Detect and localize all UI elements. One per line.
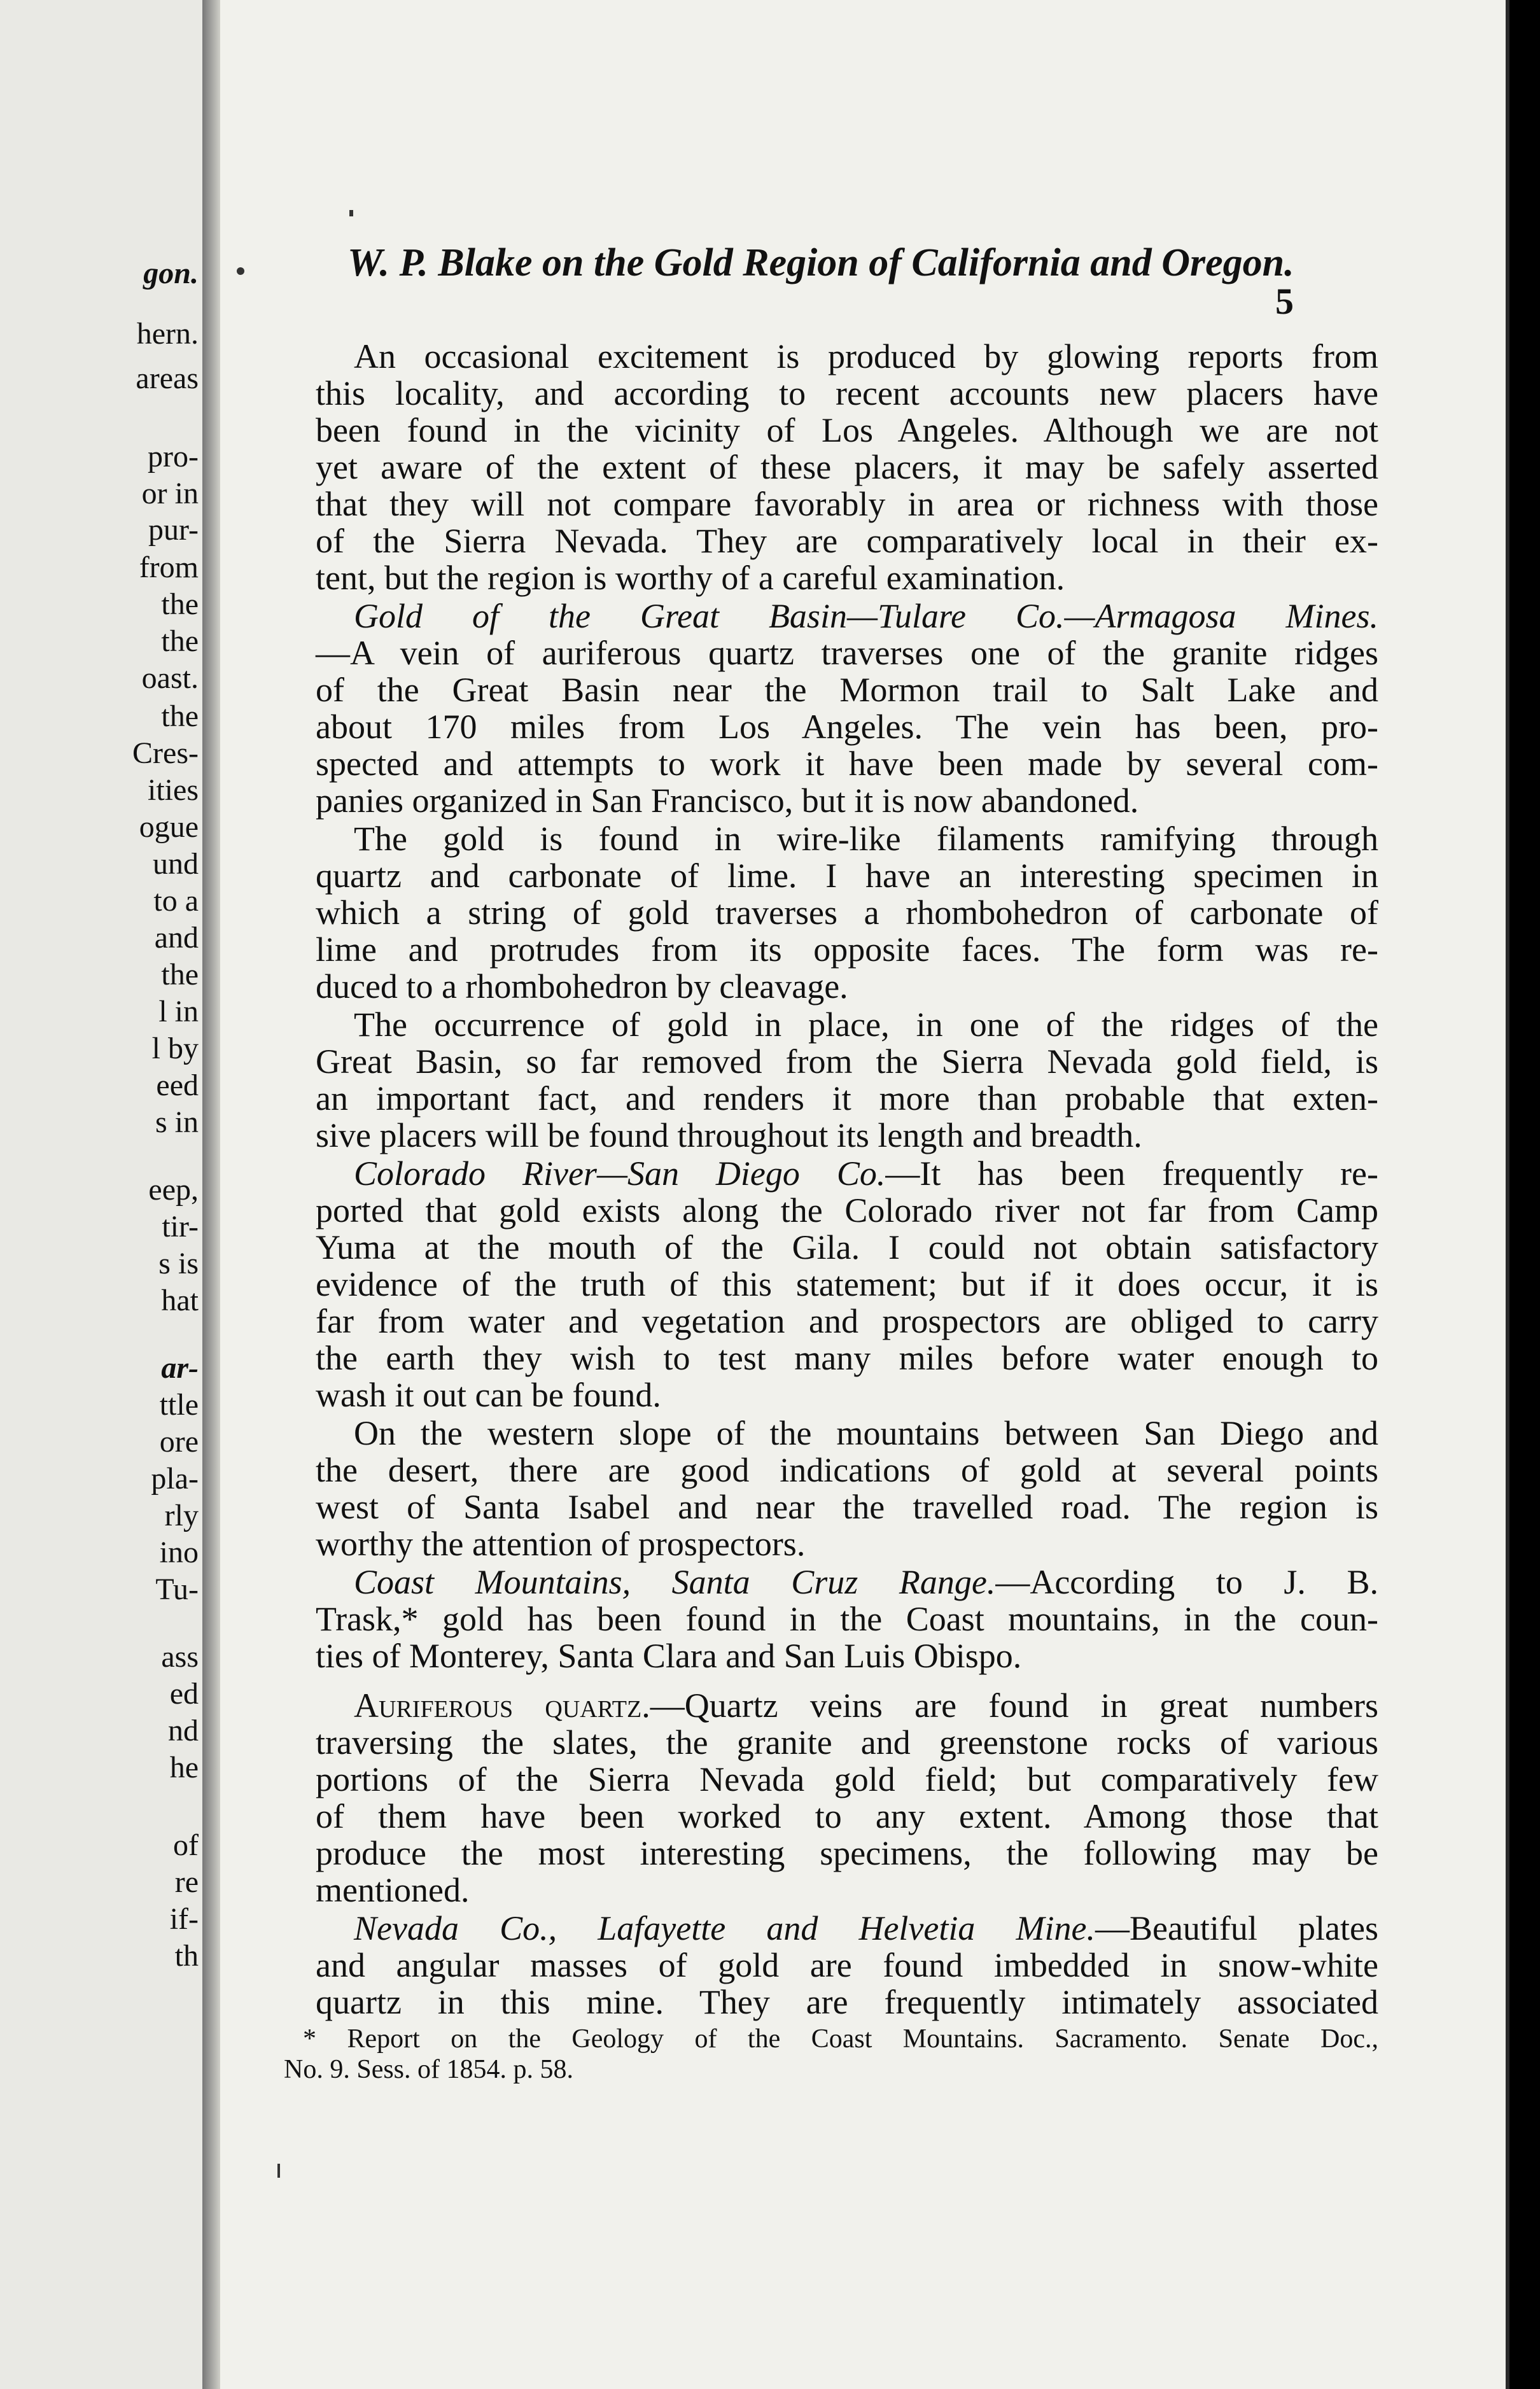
left-page-text-fragment: ar-	[161, 1351, 199, 1385]
left-page-text-fragment: and	[154, 921, 199, 955]
text-line	[316, 1339, 1378, 1377]
text-line	[316, 1637, 1378, 1675]
text-span: ties of Monterey, Santa Clara and San Luis Obispo.	[316, 1637, 1022, 1675]
text-line	[316, 708, 1378, 746]
text-line	[354, 1005, 1378, 1044]
text-span: Trask,* gold has been found in the Coast mountains, in the coun-	[316, 1600, 1378, 1638]
text-span: On the western slope of the mountains between San Diego and	[354, 1414, 1378, 1452]
text-line	[316, 1834, 1378, 1872]
text-line	[354, 1414, 1378, 1452]
text-span: tent, but the region is worthy of a careful examination.	[316, 559, 1065, 597]
footnote-line: No. 9. Sess. of 1854. p. 58.	[284, 2055, 574, 2084]
left-page-text-fragment: eed	[156, 1068, 199, 1102]
text-span: traversing the slates, the granite and greenstone rocks of various	[316, 1723, 1378, 1762]
text-line	[316, 634, 1378, 672]
text-line	[316, 1946, 1378, 1984]
text-span: worthy the attention of prospectors.	[316, 1525, 806, 1563]
text-line	[316, 1723, 1378, 1762]
text-span: lime and protrudes from its opposite faces. The form was re-	[316, 930, 1378, 969]
text-span: quartz and carbonate of lime. I have an interesting specimen in	[316, 857, 1378, 895]
left-page-text-fragment: pur-	[148, 513, 199, 547]
text-span: quartz in this mine. They are frequently intimately associated	[316, 1983, 1378, 2021]
text-line	[316, 1302, 1378, 1340]
left-page-text-fragment: ino	[159, 1536, 199, 1569]
text-line	[316, 671, 1378, 709]
text-span: The gold is found in wire-like filaments ramifying through	[354, 820, 1378, 858]
text-line	[354, 1154, 1378, 1193]
section-heading-smallcaps: Auriferous quartz.	[354, 1686, 650, 1725]
text-line	[316, 1228, 1378, 1266]
left-page-text-fragment: ed	[169, 1677, 199, 1711]
page-edge	[1506, 0, 1509, 2389]
text-line	[316, 448, 1378, 486]
text-line	[316, 857, 1378, 895]
text-line	[316, 1079, 1378, 1117]
left-page-text-fragment: nd	[168, 1714, 199, 1748]
text-span: the earth they wish to test many miles before water enough to	[316, 1339, 1378, 1377]
left-page-text-fragment: pla-	[151, 1462, 199, 1496]
text-line	[316, 374, 1378, 412]
left-page-text-fragment: ass	[161, 1640, 199, 1674]
left-page-text-fragment: pro-	[148, 440, 199, 473]
text-line	[316, 559, 1378, 597]
left-page-text-fragment: Cres-	[132, 736, 199, 770]
left-page-text-fragment: ogue	[139, 810, 199, 844]
text-span: of them have been worked to any extent. Among those that	[316, 1797, 1378, 1835]
text-span: duced to a rhombohedron by cleavage.	[316, 967, 848, 1005]
text-span: yet aware of the extent of these placers, it may be safely asserted	[316, 448, 1378, 486]
text-line	[354, 337, 1378, 375]
text-line	[316, 1983, 1378, 2021]
left-page-text-fragment: the	[161, 699, 199, 733]
left-page-text-fragment: hat	[161, 1284, 199, 1317]
text-line	[316, 485, 1378, 523]
text-line	[316, 1760, 1378, 1798]
left-page-text-fragment: he	[169, 1751, 199, 1784]
text-span: that they will not compare favorably in area or richness with those	[316, 485, 1378, 523]
text-line	[316, 1871, 1378, 1909]
left-page-text-fragment: l in	[158, 995, 199, 1028]
text-line	[316, 893, 1378, 932]
text-span: panies organized in San Francisco, but it is now abandoned.	[316, 781, 1139, 820]
text-span: The occurrence of gold in place, in one of the ridges of the	[354, 1005, 1378, 1044]
running-title: W. P. Blake on the Gold Region of California and Oregon.	[347, 241, 1294, 284]
left-page-text-fragment: eep,	[148, 1173, 199, 1207]
text-line	[316, 1600, 1378, 1638]
text-line	[316, 411, 1378, 449]
left-page-text-fragment: s is	[158, 1247, 199, 1280]
text-span: this locality, and according to recent accounts new placers have	[316, 374, 1378, 412]
text-line	[316, 522, 1378, 560]
ink-speck	[277, 2164, 280, 2178]
text-line	[354, 1686, 1378, 1725]
text-span: Yuma at the mouth of the Gila. I could not obtain satisfactory	[316, 1228, 1378, 1266]
page-number: 5	[1275, 281, 1294, 322]
left-page-text-fragment: the	[161, 587, 199, 621]
text-line	[316, 781, 1378, 820]
left-page-text-fragment: or in	[141, 477, 199, 510]
text-span: far from water and vegetation and prospectors are obliged to carry	[316, 1302, 1378, 1340]
text-span: of the Sierra Nevada. They are comparatively local in their ex-	[316, 522, 1378, 560]
text-line	[316, 1376, 1378, 1414]
left-page-text-fragment: und	[153, 847, 199, 881]
left-page-text-fragment: tir-	[162, 1210, 199, 1244]
left-page-text-fragment: if-	[169, 1902, 199, 1936]
left-page-text-fragment: rly	[164, 1499, 199, 1532]
left-page-text-fragment: ore	[159, 1425, 199, 1459]
text-span: wash it out can be found.	[316, 1376, 661, 1414]
section-heading: Gold of the Great Basin—Tulare Co.—Armagosa Mines.	[354, 597, 1378, 635]
text-span: —Beautiful plates	[1095, 1909, 1379, 1947]
text-span: of the Great Basin near the Mormon trail to Salt Lake and	[316, 671, 1378, 709]
text-line	[316, 745, 1378, 783]
left-page-text-fragment: the	[161, 624, 199, 658]
left-page-text-fragment: ities	[148, 773, 199, 807]
text-line	[316, 1525, 1378, 1563]
ink-speck	[349, 210, 353, 216]
section-heading: Nevada Co., Lafayette and Helvetia Mine.	[354, 1909, 1095, 1947]
left-page-fragment	[0, 0, 202, 2389]
text-span: An occasional excitement is produced by glowing reports from	[354, 337, 1378, 375]
text-span: the desert, there are good indications of gold at several points	[316, 1451, 1378, 1489]
text-span: —Quartz veins are found in great numbers	[650, 1686, 1378, 1725]
text-span: ported that gold exists along the Colorado river not far from Camp	[316, 1191, 1378, 1230]
left-page-text-fragment: areas	[136, 361, 199, 395]
text-line	[316, 1042, 1378, 1081]
left-page-text-fragment: of	[173, 1828, 199, 1862]
text-span: —According to J. B.	[995, 1563, 1378, 1601]
footnote-line: * Report on the Geology of the Coast Mountains. Sacramento. Senate Doc.,	[303, 2024, 1378, 2054]
left-page-text-fragment: Tu-	[155, 1573, 199, 1606]
text-span: and angular masses of gold are found imbedded in snow-white	[316, 1946, 1378, 1984]
page-gutter-shadow	[202, 0, 220, 2389]
text-span: —A vein of auriferous quartz traverses one of the granite ridges	[316, 634, 1378, 672]
text-span: been found in the vicinity of Los Angeles. Although we are not	[316, 411, 1378, 449]
text-line	[316, 967, 1378, 1005]
text-span: mentioned.	[316, 1871, 470, 1909]
text-span: about 170 miles from Los Angeles. The vein has been, pro-	[316, 708, 1378, 746]
left-page-text-fragment: hern.	[136, 317, 199, 351]
text-line	[316, 1191, 1378, 1230]
text-line	[316, 1265, 1378, 1303]
text-span: —It has been frequently re-	[885, 1154, 1378, 1193]
left-page-text-fragment: to a	[153, 884, 199, 918]
section-heading: Coast Mountains, Santa Cruz Range.	[354, 1563, 996, 1601]
text-span: an important fact, and renders it more than probable that exten-	[316, 1079, 1378, 1117]
text-span: which a string of gold traverses a rhombohedron of carbonate of	[316, 893, 1378, 932]
text-span: sive placers will be found throughout its length and breadth.	[316, 1116, 1142, 1154]
text-span: Great Basin, so far removed from the Sierra Nevada gold field, is	[316, 1042, 1378, 1081]
text-line	[316, 1488, 1378, 1526]
text-line	[316, 1451, 1378, 1489]
text-line	[316, 930, 1378, 969]
left-page-text-fragment: from	[139, 550, 199, 584]
text-line	[354, 597, 1378, 635]
text-line	[316, 1116, 1378, 1154]
text-line	[354, 1563, 1378, 1601]
text-line	[316, 1797, 1378, 1835]
text-line	[354, 1909, 1378, 1947]
left-page-text-fragment: oast.	[141, 661, 199, 695]
left-page-text-fragment: l by	[151, 1032, 199, 1065]
text-span: produce the most interesting specimens, the following may be	[316, 1834, 1378, 1872]
left-page-text-fragment: s in	[155, 1105, 199, 1139]
left-page-text-fragment: re	[174, 1865, 199, 1899]
left-page-text-fragment: the	[161, 958, 199, 991]
left-page-text-fragment: ttle	[159, 1388, 199, 1422]
section-heading: Colorado River—San Diego Co.	[354, 1154, 886, 1193]
bullet-mark	[237, 267, 244, 275]
running-header	[347, 241, 1506, 286]
text-span: portions of the Sierra Nevada gold field; but comparatively few	[316, 1760, 1378, 1798]
text-span: evidence of the truth of this statement; but if it does occur, it is	[316, 1265, 1378, 1303]
text-span: spected and attempts to work it have been made by several com-	[316, 745, 1378, 783]
left-page-text-fragment: th	[174, 1939, 199, 1973]
left-page-text-fragment: gon.	[143, 256, 199, 290]
text-line	[354, 820, 1378, 858]
right-page	[220, 0, 1506, 2389]
text-span: west of Santa Isabel and near the travelled road. The region is	[316, 1488, 1378, 1526]
